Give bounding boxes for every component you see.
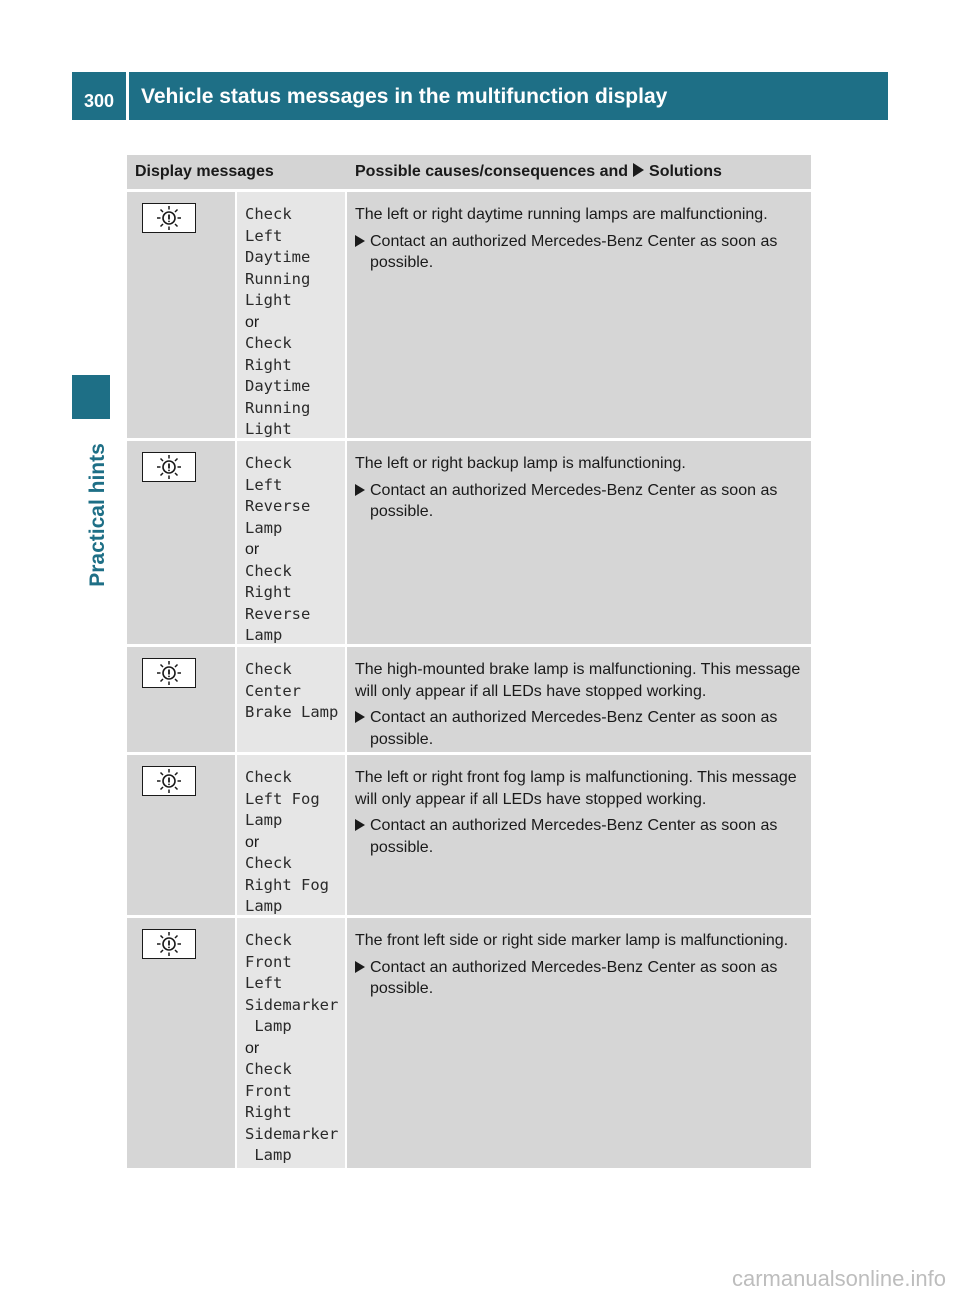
icon-cell [127, 441, 237, 644]
solution-item [355, 707, 805, 750]
solution-text: Contact an authorized Mercedes-Benz Center as soon as possible. [370, 958, 778, 997]
status-message-table [127, 155, 811, 1168]
page-title: Vehicle status messages in the multifunction display [141, 85, 668, 108]
table-row [127, 918, 811, 1168]
display-message: Check Left Fog Lamp [245, 768, 320, 829]
table-row [127, 441, 811, 647]
display-message-cell [237, 192, 347, 438]
column-header-display: Display messages [135, 163, 274, 180]
icon-cell [127, 647, 237, 752]
lamp-warning-icon [142, 452, 196, 482]
lamp-warning-icon [142, 203, 196, 233]
lamp-warning-icon [142, 658, 196, 688]
section-label [78, 430, 118, 600]
solution-item [355, 480, 805, 523]
table-row [127, 755, 811, 918]
cause-text: The front left side or right side marker lamp is malfunctioning. [355, 932, 789, 949]
display-message: Check Left Daytime Running Light [245, 205, 311, 309]
display-message: Check Front Left Sidemarker Lamp [245, 931, 339, 1035]
or-separator: or [245, 1039, 260, 1057]
display-message: Check Center Brake Lamp [245, 660, 339, 721]
or-separator: or [245, 313, 260, 331]
solution-item [355, 957, 805, 1000]
table-row [127, 192, 811, 441]
display-message: Check Left Reverse Lamp [245, 454, 311, 537]
display-message-alt: Check Right Fog Lamp [245, 854, 329, 915]
cause-text: The left or right backup lamp is malfunctioning. [355, 455, 686, 472]
display-message-alt: Check Right Daytime Running Light [245, 334, 311, 438]
page-number: 300 [83, 90, 115, 111]
icon-cell [127, 192, 237, 438]
causes-cell [347, 441, 811, 644]
or-separator: or [245, 541, 260, 558]
cause-text: The high-mounted brake lamp is malfunctioning. This message will only appear if all LEDs have stopped working. [355, 661, 801, 700]
column-header-causes-text: Possible causes/consequences and [355, 163, 629, 180]
column-header-causes [347, 163, 811, 181]
causes-cell [347, 647, 811, 752]
icon-cell [127, 755, 237, 915]
icon-cell [127, 918, 237, 1168]
causes-cell [347, 755, 811, 915]
solution-arrow-icon [355, 711, 365, 723]
display-message-cell [237, 918, 347, 1168]
display-message-alt: Check Right Reverse Lamp [245, 561, 311, 644]
section-label-text: Practical hints [86, 443, 109, 587]
solution-text: Contact an authorized Mercedes-Benz Center as soon as possible. [370, 481, 778, 520]
solution-text: Contact an authorized Mercedes-Benz Center as soon as possible. [370, 817, 778, 856]
solution-item [355, 231, 805, 274]
display-message-cell [237, 755, 347, 915]
display-message-alt: Check Front Right Sidemarker Lamp [245, 1060, 339, 1164]
or-separator: or [245, 833, 260, 851]
table-header [127, 155, 811, 192]
solution-text: Contact an authorized Mercedes-Benz Center as soon as possible. [370, 709, 778, 748]
solution-text: Contact an authorized Mercedes-Benz Center as soon as possible. [370, 232, 778, 271]
lamp-warning-icon [142, 766, 196, 796]
display-message-cell [237, 441, 347, 644]
lamp-warning-icon [142, 929, 196, 959]
page-header [72, 72, 888, 120]
cause-text: The left or right front fog lamp is malfunctioning. This message will only appear if all LEDs have stopped working. [355, 769, 797, 808]
solution-arrow-icon [355, 961, 365, 973]
causes-cell [347, 192, 811, 438]
solution-arrow-icon [355, 235, 365, 247]
display-message-cell [237, 647, 347, 752]
table-row [127, 647, 811, 755]
solution-arrow-icon [355, 484, 365, 496]
solution-arrow-icon [633, 163, 644, 177]
solution-arrow-icon [355, 819, 365, 831]
cause-text: The left or right daytime running lamps are malfunctioning. [355, 206, 768, 223]
watermark: carmanualsonline.info [731, 1266, 946, 1291]
section-tab [72, 375, 110, 419]
solution-item [355, 815, 805, 858]
causes-cell [347, 918, 811, 1168]
column-header-solutions-text: Solutions [649, 163, 722, 180]
